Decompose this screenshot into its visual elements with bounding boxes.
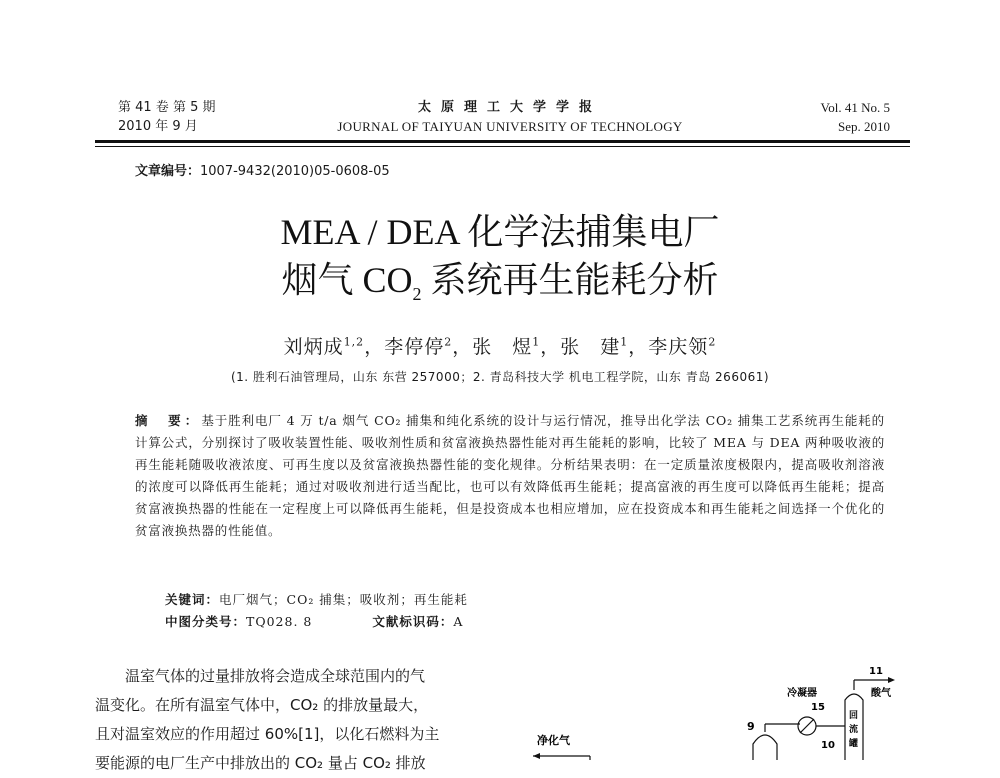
journal-volume-info [118, 98, 215, 136]
reflux-drum-label-2: 流 [849, 725, 859, 735]
stream-9-label: 9 [747, 720, 755, 733]
article-number-value: 1007-9432(2010)05-0608-05 [200, 164, 390, 179]
title-line-2-post: 系统再生能耗分析 [421, 260, 719, 300]
body-line: 温室气体的过量排放将会造成全球范围内的气 [125, 667, 426, 685]
title-line-2 [150, 256, 850, 318]
author-name: 李庆领 [648, 336, 709, 358]
label-acid-gas: 酸气 [871, 688, 891, 699]
condenser-cross [800, 719, 814, 733]
author-separator: ， [452, 336, 473, 358]
journal-title [300, 98, 720, 136]
paper-title [150, 208, 850, 318]
header-rule-thin [95, 146, 910, 147]
document-code-value: A [453, 614, 464, 629]
body-text [95, 662, 495, 778]
process-flow-diagram [515, 660, 905, 760]
article-number [135, 160, 390, 179]
abstract [135, 410, 885, 542]
stream-10-label: 10 [821, 740, 835, 751]
body-line: 温变化。在所有温室气体中，CO₂ 的排放量最大， [95, 696, 429, 714]
header-rule [95, 140, 910, 143]
author-name: 张 建 [560, 336, 621, 358]
journal-title-en: JOURNAL OF TAIYUAN UNIVERSITY OF TECHNOLOGY [337, 119, 683, 134]
label-clean-gas: 净化气 [537, 734, 570, 747]
label-condenser: 冷凝器 [787, 688, 817, 699]
reflux-drum-label: 回 [849, 711, 859, 721]
author-affil: 2 [444, 335, 453, 349]
process-flow-svg [515, 660, 905, 760]
publication-date-en: Sep. 2010 [838, 119, 890, 134]
article-number-label: 文章编号： [135, 164, 201, 179]
keywords-label: 关键词： [165, 592, 220, 607]
title-line-2-pre: 烟气 CO [281, 260, 413, 300]
acid-gas-arrow [888, 677, 895, 683]
abstract-text: 基于胜利电厂 4 万 t/a 烟气 CO₂ 捕集和纯化系统的设计与运行情况，推导出化学法 CO₂ 捕集工艺系统再生能耗的计算公式，分别探讨了吸收装置性能、吸收剂性质和贫富液换热器性能对再生能耗的影响，比较了 MEA 与 DEA 两种吸收液的再生能耗随吸收液浓度、可再生度以及贫富液换热器性能的变化规律。分析结果表明：在一定质量浓度极限内，提高吸收剂溶液的浓度可以降低再生能耗；通过对吸收剂进行适当配比，也可以有效降低再生能耗；提高富液的再生度可以降低再生能耗；提高贫富液换热器的性能在一定程度上可以降低再生能耗，但是投资成本也相应增加，应在投资成本和再生能耗之间选择一个优化的贫富液换热器的性能值。 [135, 413, 885, 538]
title-line-1: MEA / DEA 化学法捕集电厂 [280, 212, 720, 252]
author-name: 刘炳成 [283, 336, 344, 358]
author-separator: ， [628, 336, 649, 358]
author-name: 李停停 [384, 336, 445, 358]
volume-issue-en: Vol. 41 No. 5 [820, 100, 890, 115]
classification-value: TQ028. 8 [246, 614, 313, 629]
keywords-value: 电厂烟气；CO₂ 捕集；吸收剂；再生能耗 [219, 592, 468, 607]
volume-issue: 第 41 卷 第 5 期 [118, 100, 216, 115]
keywords [165, 590, 468, 608]
abstract-label: 摘 要： [135, 413, 202, 428]
clean-gas-arrow [533, 753, 540, 759]
author-affil: 1 [620, 335, 629, 349]
author-affil: 2 [708, 335, 717, 349]
journal-volume-info-en [740, 98, 890, 136]
classification-label: 中图分类号： [165, 614, 247, 629]
body-line: 要能源的电厂生产中排放出的 CO₂ 量占 CO₂ 排放 [95, 754, 426, 772]
author-separator: ， [540, 336, 561, 358]
body-line: 且对温室效应的作用超过 60%[1]，以化石燃料为主 [95, 725, 440, 743]
author-list [150, 332, 850, 359]
document-code-label: 文献标识码： [372, 614, 454, 629]
stream-11-label: 11 [869, 666, 883, 677]
condenser-number: 15 [811, 702, 825, 713]
author-name: 张 煜 [472, 336, 533, 358]
affiliations: (1. 胜利石油管理局，山东 东营 257000；2. 青岛科技大学 机电工程学院，山东 青岛 266061) [230, 370, 770, 384]
publication-date: 2010 年 9 月 [118, 119, 198, 134]
reflux-drum-label-3: 罐 [849, 739, 859, 749]
journal-title-cn: 太原理工大学学报 [417, 100, 602, 115]
author-affil: 1,2 [343, 335, 365, 349]
author-affil: 1 [532, 335, 541, 349]
title-co2-subscript: 2 [412, 284, 422, 305]
classification [165, 612, 463, 630]
stripper-column-top [753, 735, 777, 760]
author-separator: ， [364, 336, 385, 358]
